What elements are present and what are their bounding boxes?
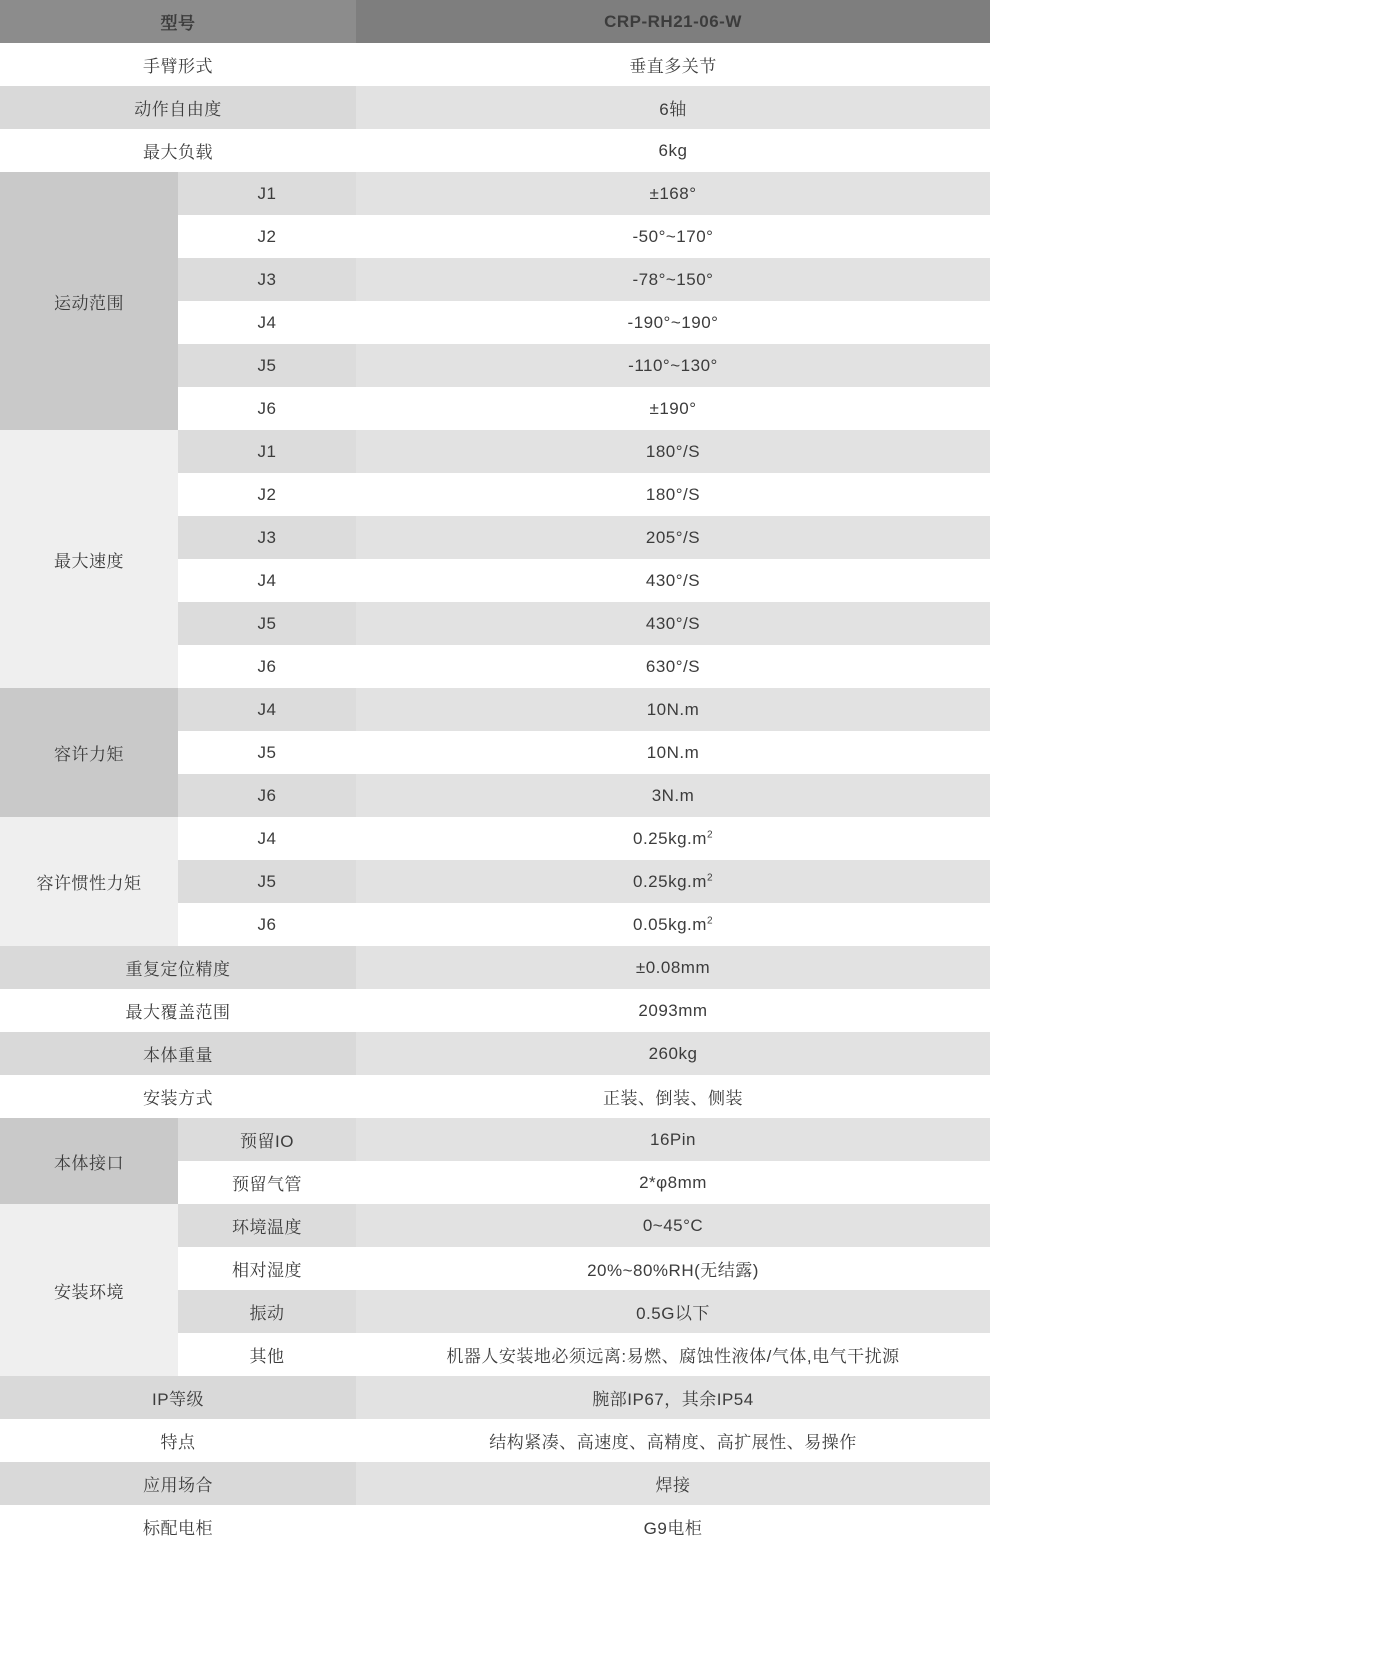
sub-value-speed-j3: 205°/S bbox=[356, 516, 990, 559]
table-row bbox=[0, 129, 990, 172]
sub-value-speed-j2: 180°/S bbox=[356, 473, 990, 516]
sub-value-speed-j6: 630°/S bbox=[356, 645, 990, 688]
sub-label-torque-j5: J5 bbox=[178, 731, 356, 774]
row-label-arm-type: 手臂形式 bbox=[0, 43, 356, 86]
sub-label-inertia-j5: J5 bbox=[178, 860, 356, 903]
header-model: CRP-RH21-06-W bbox=[356, 0, 990, 43]
sub-label-j2: J2 bbox=[178, 215, 356, 258]
sub-value-inertia-j5 bbox=[356, 860, 990, 903]
table-row bbox=[0, 1419, 990, 1462]
sub-value-relative-humidity: 20%~80%RH(无结露) bbox=[356, 1247, 990, 1290]
sub-label-j4: J4 bbox=[178, 301, 356, 344]
sub-label-torque-j4: J4 bbox=[178, 688, 356, 731]
row-label-dof: 动作自由度 bbox=[0, 86, 356, 129]
group-label-max-speed: 最大速度 bbox=[0, 430, 178, 688]
sub-value-j3: -78°~150° bbox=[356, 258, 990, 301]
sub-label-ambient-temperature: 环境温度 bbox=[178, 1204, 356, 1247]
inertia-j4-text: 0.25kg.m bbox=[633, 828, 707, 848]
row-label-weight: 本体重量 bbox=[0, 1032, 356, 1075]
sub-value-j4: -190°~190° bbox=[356, 301, 990, 344]
sub-value-speed-j4: 430°/S bbox=[356, 559, 990, 602]
sub-label-j3: J3 bbox=[178, 258, 356, 301]
sub-value-ambient-temperature: 0~45°C bbox=[356, 1204, 990, 1247]
table-row bbox=[0, 430, 990, 473]
sub-value-torque-j4: 10N.m bbox=[356, 688, 990, 731]
row-label-repeatability: 重复定位精度 bbox=[0, 946, 356, 989]
row-value-features: 结构紧凑、高速度、高精度、高扩展性、易操作 bbox=[356, 1419, 990, 1462]
table-row bbox=[0, 946, 990, 989]
table-row bbox=[0, 1118, 990, 1161]
group-label-body-interface: 本体接口 bbox=[0, 1118, 178, 1204]
sub-value-j5: -110°~130° bbox=[356, 344, 990, 387]
sub-label-torque-j6: J6 bbox=[178, 774, 356, 817]
sub-label-inertia-j6: J6 bbox=[178, 903, 356, 946]
table-row bbox=[0, 1505, 990, 1548]
table-row bbox=[0, 989, 990, 1032]
inertia-j6-exponent: 2 bbox=[706, 914, 713, 926]
sub-value-speed-j1: 180°/S bbox=[356, 430, 990, 473]
table-row bbox=[0, 1075, 990, 1118]
table-row bbox=[0, 172, 990, 215]
table-row bbox=[0, 86, 990, 129]
row-value-max-reach: 2093mm bbox=[356, 989, 990, 1032]
sub-value-j6: ±190° bbox=[356, 387, 990, 430]
table-header-row bbox=[0, 0, 990, 43]
header-label: 型号 bbox=[0, 0, 356, 43]
sub-value-vibration: 0.5G以下 bbox=[356, 1290, 990, 1333]
inertia-j6-text: 0.05kg.m bbox=[633, 914, 707, 934]
row-label-max-reach: 最大覆盖范围 bbox=[0, 989, 356, 1032]
sub-label-speed-j1: J1 bbox=[178, 430, 356, 473]
row-label-ip-rating: IP等级 bbox=[0, 1376, 356, 1419]
row-label-max-payload: 最大负载 bbox=[0, 129, 356, 172]
group-label-environment: 安装环境 bbox=[0, 1204, 178, 1376]
row-value-cabinet: G9电柜 bbox=[356, 1505, 990, 1548]
sub-value-inertia-j4 bbox=[356, 817, 990, 860]
table-row bbox=[0, 43, 990, 86]
row-label-application: 应用场合 bbox=[0, 1462, 356, 1505]
sub-label-speed-j6: J6 bbox=[178, 645, 356, 688]
sub-label-speed-j2: J2 bbox=[178, 473, 356, 516]
sub-value-reserved-io: 16Pin bbox=[356, 1118, 990, 1161]
group-label-allowable-inertia: 容许惯性力矩 bbox=[0, 817, 178, 946]
row-value-repeatability: ±0.08mm bbox=[356, 946, 990, 989]
sub-label-speed-j5: J5 bbox=[178, 602, 356, 645]
sub-label-speed-j4: J4 bbox=[178, 559, 356, 602]
sub-value-reserved-air-tube: 2*φ8mm bbox=[356, 1161, 990, 1204]
group-label-motion-range: 运动范围 bbox=[0, 172, 178, 430]
row-value-max-payload: 6kg bbox=[356, 129, 990, 172]
table-row bbox=[0, 688, 990, 731]
table-row bbox=[0, 1204, 990, 1247]
sub-label-vibration: 振动 bbox=[178, 1290, 356, 1333]
table-row bbox=[0, 817, 990, 860]
sub-label-reserved-air-tube: 预留气管 bbox=[178, 1161, 356, 1204]
row-label-mounting: 安装方式 bbox=[0, 1075, 356, 1118]
sub-value-speed-j5: 430°/S bbox=[356, 602, 990, 645]
row-value-mounting: 正装、倒装、侧装 bbox=[356, 1075, 990, 1118]
sub-value-other: 机器人安装地必须远离:易燃、腐蚀性液体/气体,电气干扰源 bbox=[356, 1333, 990, 1376]
sub-value-torque-j6: 3N.m bbox=[356, 774, 990, 817]
sub-label-relative-humidity: 相对湿度 bbox=[178, 1247, 356, 1290]
row-value-weight: 260kg bbox=[356, 1032, 990, 1075]
sub-label-inertia-j4: J4 bbox=[178, 817, 356, 860]
table-row bbox=[0, 1032, 990, 1075]
row-value-dof: 6轴 bbox=[356, 86, 990, 129]
sub-value-inertia-j6 bbox=[356, 903, 990, 946]
row-label-cabinet: 标配电柜 bbox=[0, 1505, 356, 1548]
sub-value-j2: -50°~170° bbox=[356, 215, 990, 258]
inertia-j4-exponent: 2 bbox=[706, 828, 713, 840]
sub-label-j5: J5 bbox=[178, 344, 356, 387]
row-label-features: 特点 bbox=[0, 1419, 356, 1462]
row-value-application: 焊接 bbox=[356, 1462, 990, 1505]
sub-label-other: 其他 bbox=[178, 1333, 356, 1376]
group-label-allowable-torque: 容许力矩 bbox=[0, 688, 178, 817]
sub-label-reserved-io: 预留IO bbox=[178, 1118, 356, 1161]
row-value-ip-rating: 腕部IP67，其余IP54 bbox=[356, 1376, 990, 1419]
sub-label-speed-j3: J3 bbox=[178, 516, 356, 559]
row-value-arm-type: 垂直多关节 bbox=[356, 43, 990, 86]
sub-label-j1: J1 bbox=[178, 172, 356, 215]
inertia-j5-text: 0.25kg.m bbox=[633, 871, 707, 891]
sub-value-j1: ±168° bbox=[356, 172, 990, 215]
sub-value-torque-j5: 10N.m bbox=[356, 731, 990, 774]
inertia-j5-exponent: 2 bbox=[706, 871, 713, 883]
table-row bbox=[0, 1462, 990, 1505]
table-row bbox=[0, 1376, 990, 1419]
sub-label-j6: J6 bbox=[178, 387, 356, 430]
